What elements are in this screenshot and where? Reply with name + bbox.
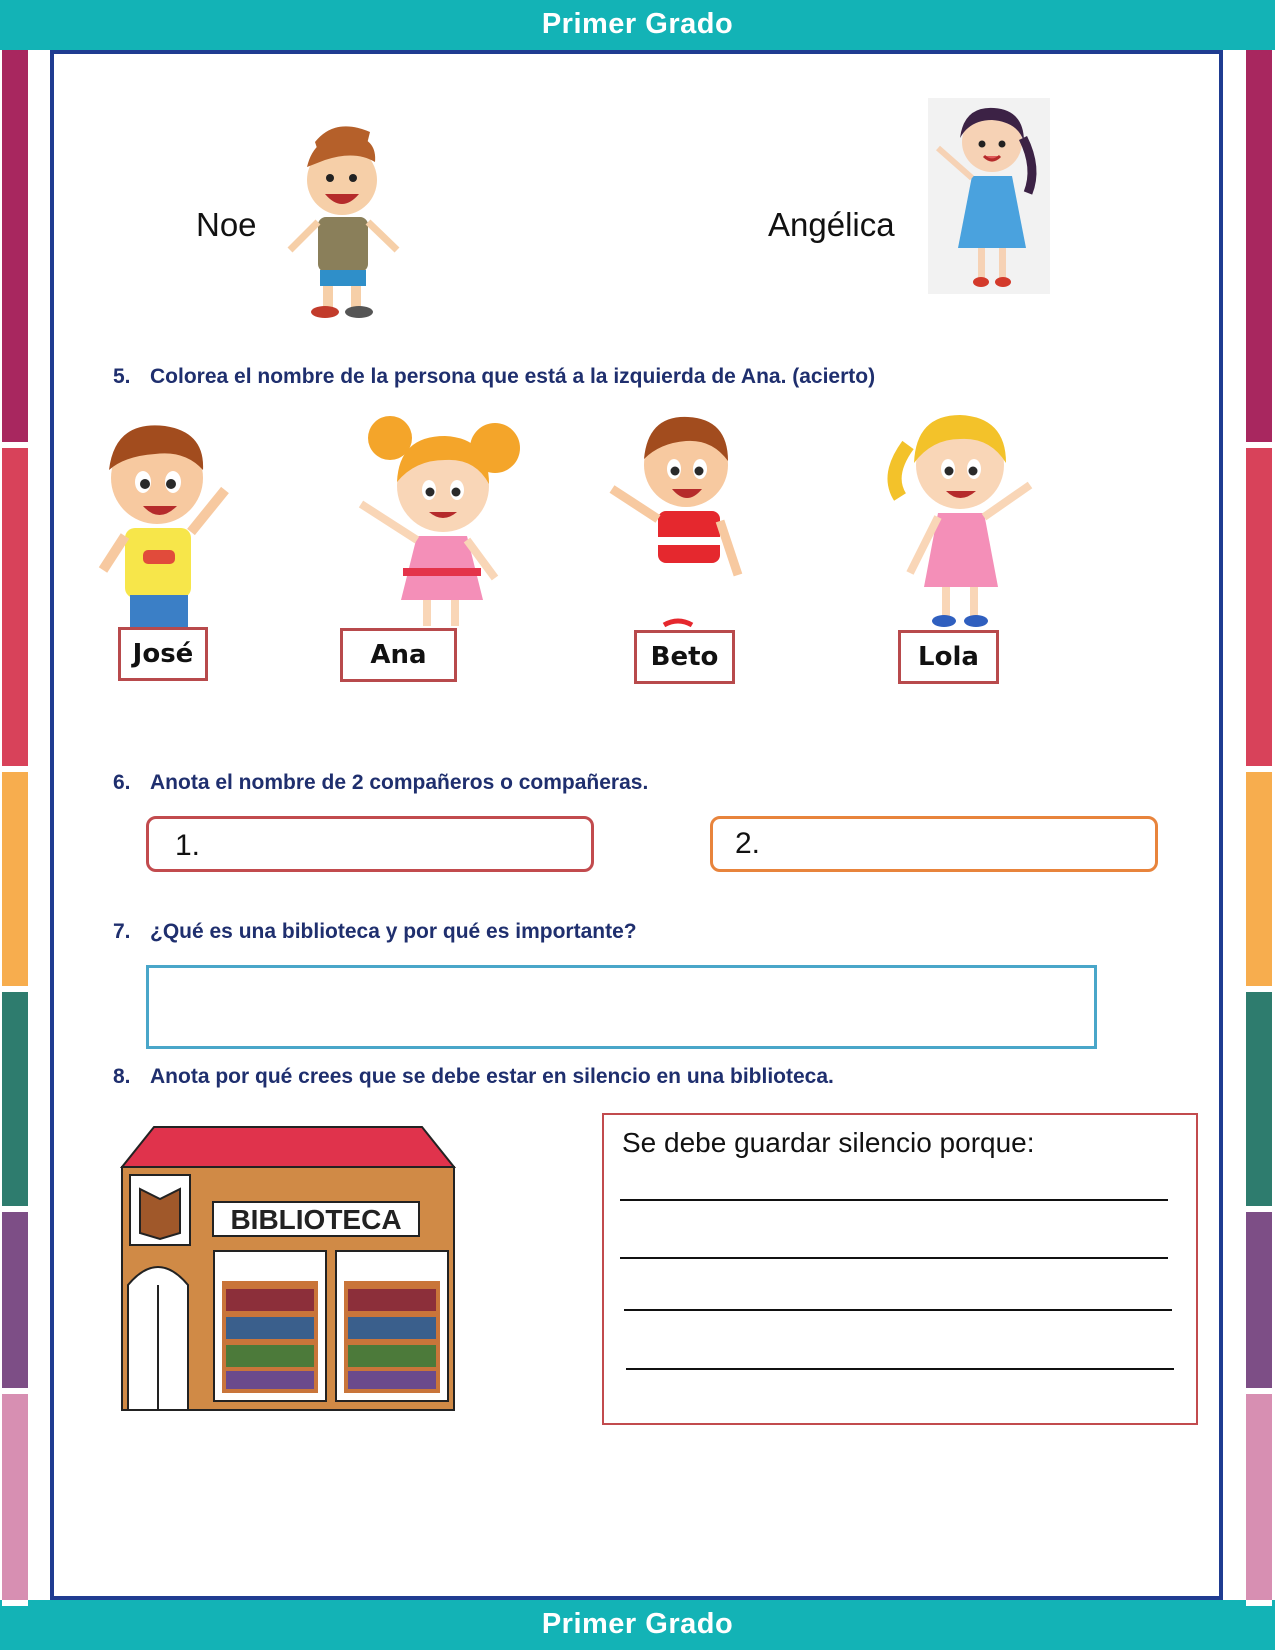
stripe-segment (2, 772, 28, 986)
stripe-segment (2, 1212, 28, 1388)
name-tag-ana[interactable] (340, 628, 457, 682)
library-illustration (122, 1125, 454, 1410)
name-tag-jose[interactable] (118, 627, 208, 681)
frame-bottom-line (50, 1596, 1223, 1600)
question-text: Anota el nombre de 2 compañeros o compañeras. (150, 771, 649, 794)
name-tag-label: Ana (370, 640, 427, 670)
question-number: 6. (113, 771, 131, 794)
answer-field-label: 2. (735, 827, 761, 860)
library-sign: BIBLIOTECA (212, 1201, 420, 1237)
question-6 (113, 771, 648, 795)
name-noe: Noe (196, 206, 257, 243)
stripe-segment (1246, 772, 1272, 986)
name-tag-label: Lola (918, 642, 979, 672)
frame-top-line (50, 50, 1223, 54)
library-building (122, 1125, 454, 1410)
question-number: 5. (113, 365, 131, 388)
silence-prompt: Se debe guardar silencio porque: (622, 1127, 1035, 1158)
stripe-segment (1246, 50, 1272, 442)
answer-line[interactable] (626, 1368, 1174, 1370)
answer-line[interactable] (620, 1257, 1168, 1259)
answer-field-1[interactable] (146, 816, 594, 872)
stripe-segment (1246, 992, 1272, 1206)
answer-field-library[interactable] (146, 965, 1097, 1049)
girl-angelica-illustration (928, 98, 1050, 294)
footer-title: Primer Grado (541, 1608, 734, 1640)
question-text: ¿Qué es una biblioteca y por qué es importante? (150, 920, 637, 943)
stripe-segment (1246, 1212, 1272, 1388)
question-7 (113, 920, 637, 944)
name-tag-lola[interactable] (898, 630, 999, 684)
stripe-segment (1246, 448, 1272, 766)
boy-noe-illustration (285, 122, 405, 322)
question-number: 8. (113, 1065, 131, 1088)
question-8 (113, 1065, 834, 1089)
answer-line[interactable] (620, 1199, 1168, 1201)
name-angelica: Angélica (768, 206, 895, 243)
question-text: Anota por qué crees que se debe estar en silencio en una biblioteca. (150, 1065, 834, 1088)
header-title: Primer Grado (541, 8, 734, 40)
footer-band (0, 1600, 1275, 1650)
stripe-segment (2, 50, 28, 442)
name-tag-label: Beto (650, 642, 719, 672)
question-number: 7. (113, 920, 131, 943)
stripe-segment (2, 992, 28, 1206)
answer-field-label: 1. (175, 829, 201, 862)
name-tag-beto[interactable] (634, 630, 735, 684)
answer-line[interactable] (624, 1309, 1172, 1311)
left-color-stripes (2, 50, 28, 1600)
right-color-stripes (1246, 50, 1272, 1600)
question-text: Colorea el nombre de la persona que está a la izquierda de Ana. (acierto) (150, 365, 876, 388)
boy-beto-illustration (604, 405, 754, 630)
silence-answer-box[interactable] (602, 1113, 1198, 1425)
boy-jose-illustration (85, 420, 235, 650)
girl-ana-illustration (355, 408, 530, 633)
answer-field-2[interactable] (710, 816, 1158, 872)
girl-lola-illustration (880, 405, 1045, 635)
header-band (0, 0, 1275, 50)
stripe-segment (1246, 1394, 1272, 1600)
stripe-segment (2, 448, 28, 766)
stripe-segment (2, 1394, 28, 1600)
question-5 (113, 365, 875, 389)
name-tag-label: José (132, 639, 194, 669)
